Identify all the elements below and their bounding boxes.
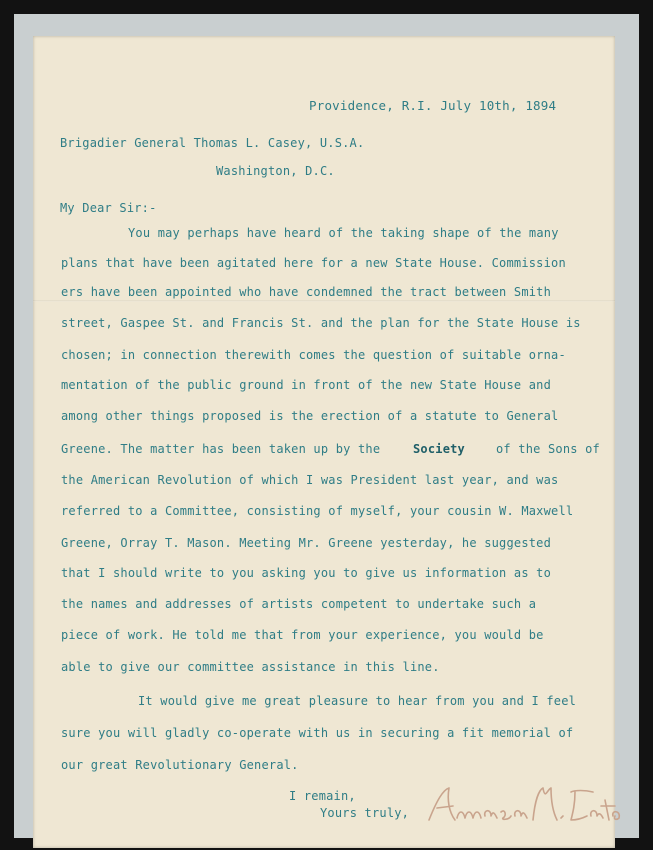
body-line: You may perhaps have heard of the taking shape of the many [128,226,559,240]
body-line: sure you will gladly co-operate with us in securing a fit memorial of [61,726,574,740]
body-line: chosen; in connection therewith comes the question of suitable orna- [61,348,566,362]
salutation: My Dear Sir:- [60,201,157,215]
body-line: plans that have been agitated here for a new State House. Commission [61,256,566,270]
body-line: that I should write to you asking you to give us information as to [61,566,552,580]
society-insert: Society [413,442,465,456]
recipient-place: Washington, D.C. [216,164,335,178]
paper-fold [33,300,615,302]
body-line: able to give our committee assistance in this line. [61,660,440,674]
body-line: referred to a Committee, consisting of myself, your cousin W. Maxwell [61,504,574,518]
closing-remain: I remain, [289,789,356,803]
body-line: street, Gaspee St. and Francis St. and the plan for the State House is [61,316,581,330]
body-line: Greene. The matter has been taken up by the [61,442,381,456]
body-line: mentation of the public ground in front of the new State House and [61,378,552,392]
recipient-name: Brigadier General Thomas L. Casey, U.S.A. [60,136,365,150]
body-line: ers have been appointed who have condemned the tract between Smith [61,285,552,299]
body-line: piece of work. He told me that from your experience, you would be [61,628,544,642]
letter-date: Providence, R.I. July 10th, 1894 [309,98,557,113]
body-line: the American Revolution of which I was President last year, and was [61,473,559,487]
closing-yours: Yours truly, [320,806,410,820]
body-line: of the Sons of [496,442,600,456]
body-line: Greene, Orray T. Mason. Meeting Mr. Greene yesterday, he suggested [61,536,552,550]
signature [425,780,625,828]
body-line: our great Revolutionary General. [61,758,299,772]
body-line: It would give me great pleasure to hear from you and I feel [138,694,577,708]
body-line: among other things proposed is the erection of a statute to General [61,409,559,423]
body-line: the names and addresses of artists competent to undertake such a [61,597,537,611]
